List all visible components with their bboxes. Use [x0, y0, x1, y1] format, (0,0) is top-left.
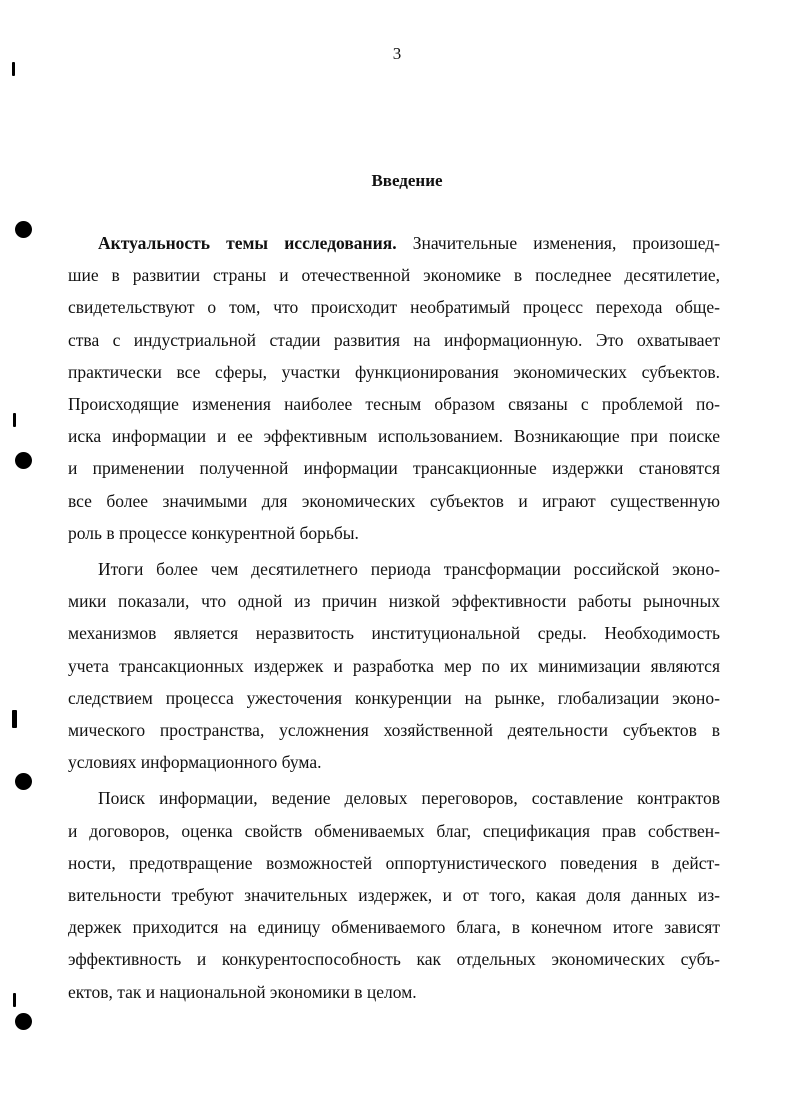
paragraph-1-lead: Актуальность темы исследования. — [98, 233, 397, 253]
paragraph-2-line-1: Итоги более чем десятилетнего периода трансформации российской эконо- — [98, 559, 720, 580]
binding-hole-3 — [15, 773, 32, 790]
paragraph-2 — [68, 553, 720, 778]
scan-mark-3 — [12, 710, 17, 728]
binding-hole-4 — [15, 1013, 32, 1030]
scan-mark-2 — [13, 413, 16, 427]
scan-mark-top — [12, 62, 15, 76]
paragraph-1-line-1-text: Значительные изменения, произошед- — [396, 233, 721, 253]
paragraph-3 — [68, 782, 720, 1007]
paragraph-1-line-7: иска информации и ее эффективным использованием. Возникающие при поиске — [68, 426, 720, 447]
paragraph-3-line-6: эффективность и конкурентоспособность как отдельных экономических субъ- — [68, 949, 720, 970]
paragraph-3-line-7: ектов, так и национальной экономики в целом. — [68, 981, 417, 1002]
paragraph-2-line-7: условиях информационного бума. — [68, 752, 322, 773]
paragraph-2-line-3: механизмов является неразвитость институциональной среды. Необходимость — [68, 623, 720, 644]
binding-hole-1 — [15, 221, 32, 238]
scan-mark-4 — [13, 993, 16, 1007]
paragraph-3-line-1: Поиск информации, ведение деловых переговоров, составление контрактов — [98, 788, 720, 809]
paragraph-2-line-5: следствием процесса ужесточения конкуренции на рынке, глобализации эконо- — [68, 687, 720, 708]
paragraph-3-line-2: и договоров, оценка свойств обмениваемых благ, спецификация прав собствен- — [68, 820, 720, 841]
paragraph-1-line-2: шие в развитии страны и отечественной экономике в последнее десятилетие, — [68, 265, 720, 286]
paragraph-2-line-6: мического пространства, усложнения хозяйственной деятельности субъектов в — [68, 720, 720, 741]
paragraph-3-line-5: держек приходится на единицу обмениваемого блага, в конечном итоге зависят — [68, 917, 720, 938]
paragraph-1-line-3: свидетельствуют о том, что происходит необратимый процесс перехода обще- — [68, 297, 720, 318]
page-number: 3 — [392, 44, 402, 63]
paragraph-1-line-6: Происходящие изменения наиболее тесным образом связаны с проблемой по- — [68, 394, 720, 415]
binding-hole-2 — [15, 452, 32, 469]
paragraph-1-line-10: роль в процессе конкурентной борьбы. — [68, 522, 359, 543]
paragraph-3-line-3: ности, предотвращение возможностей оппортунистического поведения в дейст- — [68, 852, 720, 873]
document-body — [68, 227, 720, 1008]
paragraph-1-line-5: практически все сферы, участки функционирования экономических субъектов. — [68, 361, 720, 382]
page-title: Введение — [371, 171, 443, 190]
paragraph-1-line-4: ства с индустриальной стадии развития на информационную. Это охватывает — [68, 329, 720, 350]
paragraph-1-line-9: все более значимыми для экономических субъектов и играют существенную — [68, 490, 720, 511]
paragraph-2-line-2: мики показали, что одной из причин низкой эффективности работы рыночных — [68, 591, 720, 612]
paragraph-1-line-1 — [68, 227, 720, 259]
paragraph-1 — [68, 227, 720, 549]
paragraph-2-line-4: учета трансакционных издержек и разработка мер по их минимизации являются — [68, 655, 720, 676]
paragraph-3-line-4: вительности требуют значительных издержек, и от того, какая доля данных из- — [68, 885, 720, 906]
paragraph-1-line-8: и применении полученной информации трансакционные издержки становятся — [68, 458, 720, 479]
